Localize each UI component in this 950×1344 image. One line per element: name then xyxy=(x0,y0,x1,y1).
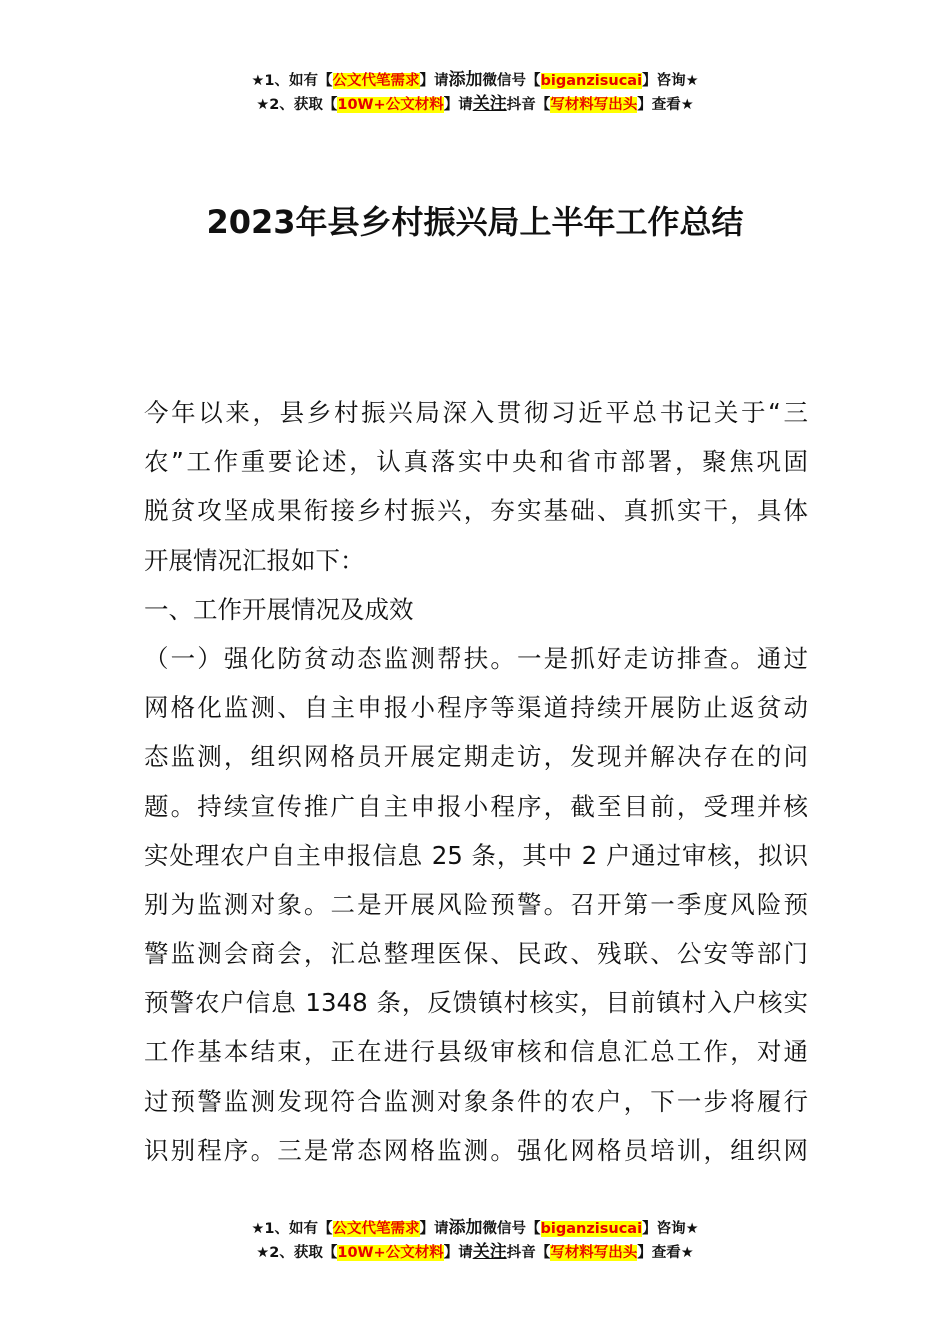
header-banner xyxy=(0,68,950,116)
banner-text: 】请 xyxy=(419,1221,449,1237)
banner-text: 微信号【 xyxy=(482,73,541,89)
banner-wechat-id: biganzisucai xyxy=(540,73,643,89)
banner-text: 抖音【 xyxy=(506,1245,551,1261)
banner-text: ★2、获取【 xyxy=(256,97,338,113)
banner-emphasis: 添加 xyxy=(448,1218,483,1238)
banner-line-1 xyxy=(0,1216,950,1240)
banner-line-2 xyxy=(0,92,950,116)
body-line: 实处理农户自主申报信息 25 条，其中 2 户通过审核，拟识 xyxy=(144,840,808,870)
banner-line-2 xyxy=(0,1240,950,1264)
body-line: 农”工作重要论述，认真落实中央和省市部署，聚焦巩固 xyxy=(144,447,808,477)
banner-highlight: 10W+公文材料 xyxy=(337,97,444,113)
body-line: 预警农户信息 1348 条，反馈镇村核实，目前镇村入户核实 xyxy=(144,988,808,1018)
banner-wechat-id: biganzisucai xyxy=(540,1221,643,1237)
banner-highlight: 公文代笔需求 xyxy=(332,73,420,89)
document-title: 2023年县乡村振兴局上半年工作总结 xyxy=(206,203,744,241)
banner-line-1 xyxy=(0,68,950,92)
body-line: 开展情况汇报如下： xyxy=(144,545,365,575)
document-body xyxy=(144,388,808,1175)
banner-text: 微信号【 xyxy=(482,1221,541,1237)
banner-emphasis: 关注 xyxy=(472,1242,507,1262)
body-line: 脱贫攻坚成果衔接乡村振兴，夯实基础、真抓实干，具体 xyxy=(144,496,808,526)
banner-douyin-id: 写材料写出头 xyxy=(550,1245,638,1261)
banner-text: 】咨询★ xyxy=(642,1221,699,1237)
banner-highlight: 10W+公文材料 xyxy=(337,1245,444,1261)
banner-emphasis: 关注 xyxy=(472,94,507,114)
body-line: 网格化监测、自主申报小程序等渠道持续开展防止返贫动 xyxy=(144,693,808,723)
banner-text: 】请 xyxy=(443,97,473,113)
banner-text: 】查看★ xyxy=(637,97,694,113)
banner-text: 】查看★ xyxy=(637,1245,694,1261)
body-line: 警监测会商会，汇总整理医保、民政、残联、公安等部门 xyxy=(144,939,808,969)
body-line: 态监测，组织网格员开展定期走访，发现并解决存在的问 xyxy=(144,742,808,772)
banner-emphasis: 添加 xyxy=(448,70,483,90)
banner-douyin-id: 写材料写出头 xyxy=(550,97,638,113)
body-line: 今年以来，县乡村振兴局深入贯彻习近平总书记关于“三 xyxy=(144,398,808,427)
banner-highlight: 公文代笔需求 xyxy=(332,1221,420,1237)
body-line: 过预警监测发现符合监测对象条件的农户，下一步将履行 xyxy=(144,1086,808,1116)
body-line: 题。持续宣传推广自主申报小程序，截至目前，受理并核 xyxy=(144,791,808,821)
banner-text: 】咨询★ xyxy=(642,73,699,89)
banner-text: 】请 xyxy=(419,73,449,89)
body-line: 工作基本结束，正在进行县级审核和信息汇总工作，对通 xyxy=(144,1037,808,1067)
footer-banner xyxy=(0,1216,950,1264)
banner-text: ★1、如有【 xyxy=(251,1221,333,1237)
banner-text: ★2、获取【 xyxy=(256,1245,338,1261)
body-line: （一）强化防贫动态监测帮扶。一是抓好走访排查。通过 xyxy=(144,643,808,673)
banner-text: 】请 xyxy=(443,1245,473,1261)
body-line: 识别程序。三是常态网格监测。强化网格员培训，组织网 xyxy=(144,1135,808,1165)
section-heading: 一、工作开展情况及成效 xyxy=(144,594,414,624)
banner-text: 抖音【 xyxy=(506,97,551,113)
banner-text: ★1、如有【 xyxy=(251,73,333,89)
body-line: 别为监测对象。二是开展风险预警。召开第一季度风险预 xyxy=(144,889,808,919)
